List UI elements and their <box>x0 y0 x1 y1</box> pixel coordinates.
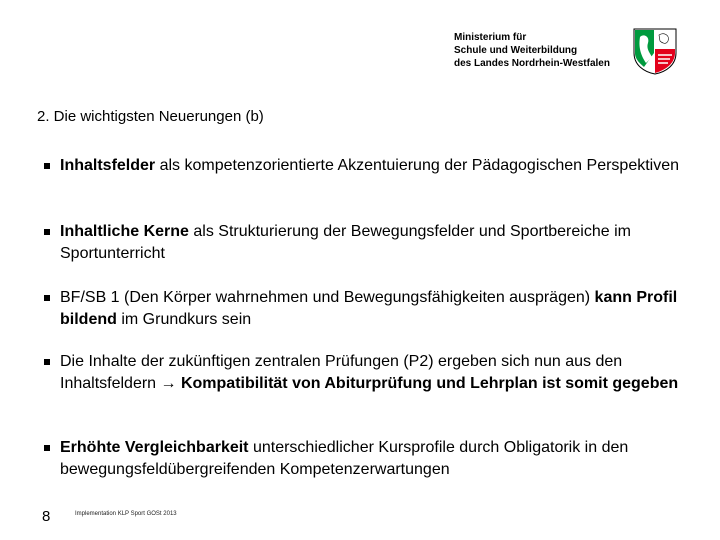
bullet-square-icon <box>44 359 50 365</box>
bullet-bold-text: Inhaltsfelder <box>60 157 156 174</box>
bullet-item-4 <box>44 351 680 395</box>
bullet-item-5 <box>44 437 680 481</box>
ministry-name <box>454 31 610 70</box>
bullet-bold-text: Erhöhte Vergleichbarkeit <box>60 439 249 456</box>
ministry-line-1: Ministerium für <box>454 32 527 43</box>
nrw-coat-of-arms-icon <box>632 27 678 75</box>
ministry-line-2: Schule und Weiterbildung <box>454 45 578 56</box>
bullet-text: Die Inhalte der zukünftigen zentralen Prüfungen (P2) ergeben sich nun aus den Inhaltsfeldern <box>60 353 623 392</box>
bullet-bold-text: Inhaltliche Kerne <box>60 223 189 240</box>
page-number: 8 <box>42 508 51 525</box>
bullet-bold-text: kann Profil bildend <box>60 289 678 328</box>
bullet-item-2 <box>44 221 680 265</box>
bullet-text: unterschiedlicher Kursprofile durch Obligatorik in den bewegungsfeldübergreifenden Kompetenzerwartungen <box>60 439 629 478</box>
bullet-item-1 <box>44 155 680 177</box>
ministry-line-3: des Landes Nordrhein-Westfalen <box>454 58 610 69</box>
bullet-square-icon <box>44 295 50 301</box>
bullet-square-icon <box>44 229 50 235</box>
bullet-text: BF/SB 1 (Den Körper wahrnehmen und Bewegungsfähigkeiten ausprägen) <box>60 289 595 306</box>
arrow-right-icon: → <box>160 375 177 392</box>
bullet-item-3 <box>44 287 680 331</box>
bullet-bold-text: Kompatibilität von Abiturprüfung und Lehrplan ist somit gegeben <box>176 375 679 392</box>
bullet-text-tail: im Grundkurs sein <box>116 311 252 328</box>
bullet-square-icon <box>44 445 50 451</box>
slide-title: 2. Die wichtigsten Neuerungen (b) <box>37 108 264 125</box>
footer-text: Implementation KLP Sport GOSt 2013 <box>75 511 177 517</box>
bullet-text: als Strukturierung der Bewegungsfelder und Sportbereiche im Sportunterricht <box>60 223 631 262</box>
bullet-text: als kompetenzorientierte Akzentuierung der Pädagogischen Perspektiven <box>155 157 680 174</box>
bullet-square-icon <box>44 163 50 169</box>
